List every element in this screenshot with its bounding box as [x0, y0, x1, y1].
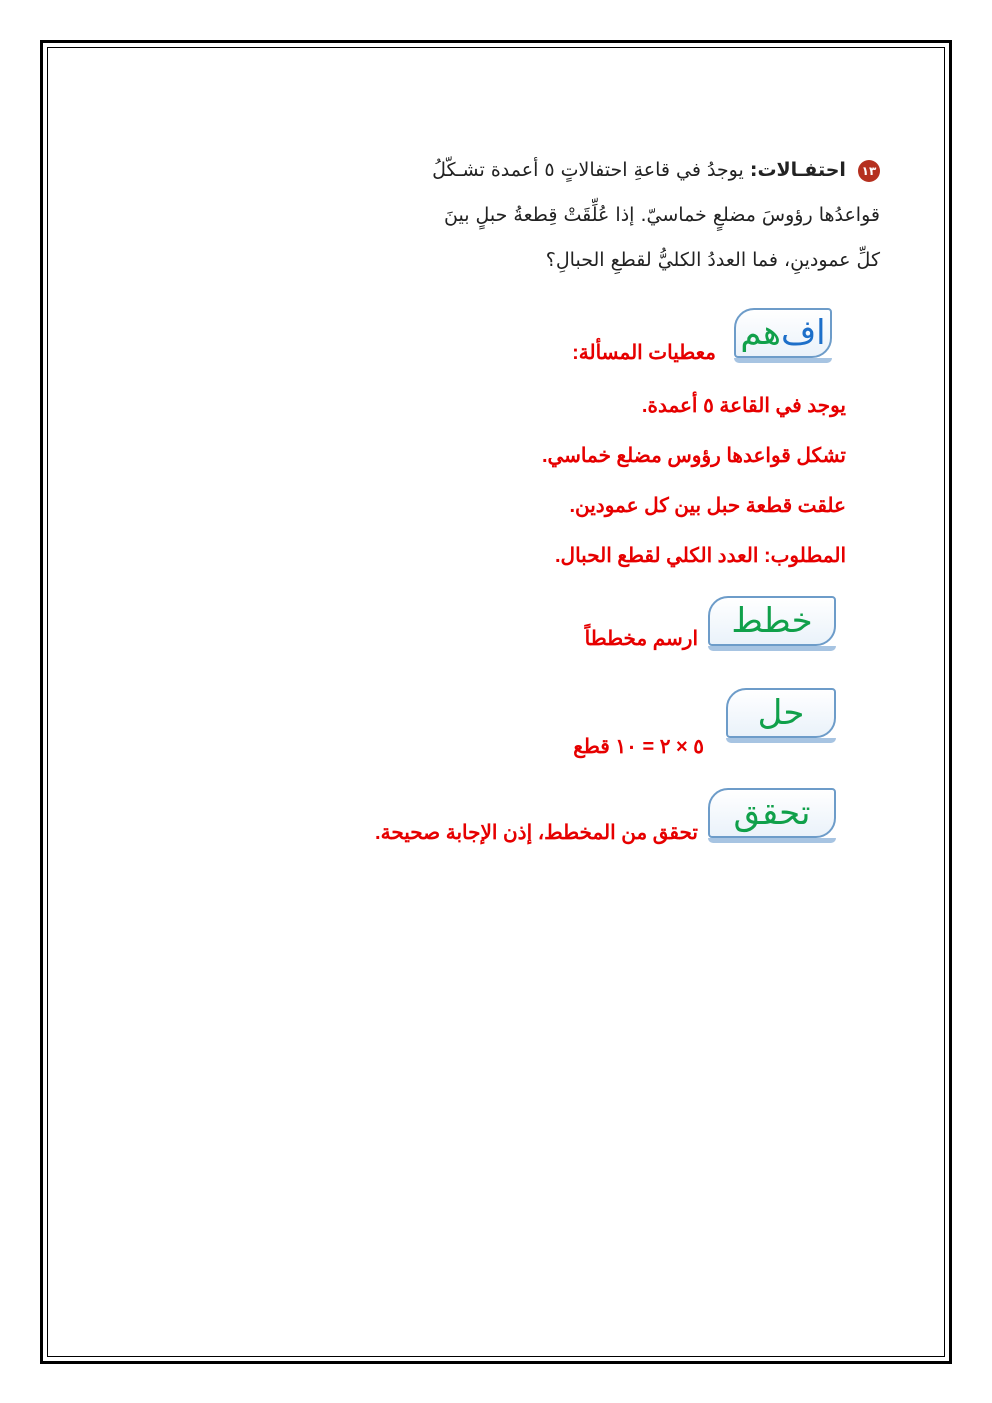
plan-text: ارسم مخططاً [584, 628, 698, 650]
plan-badge [708, 596, 836, 646]
check-text: تحقق من المخطط، إذن الإجابة صحيحة. [375, 822, 698, 844]
solve-badge [726, 688, 836, 738]
given-2: تشكل قواعدها رؤوس مضلع خماسي. [541, 445, 846, 467]
required-text: المطلوب: العدد الكلي لقطع الحبال. [554, 545, 846, 567]
problem-title: احتفـالات: [749, 159, 846, 181]
given-3: علقت قطعة حبل بين كل عمودين. [569, 495, 846, 517]
understand-badge [734, 308, 832, 358]
check-badge-text: تحقق [733, 793, 811, 833]
problem-statement [320, 148, 880, 283]
plan-badge-text: خطط [731, 601, 813, 641]
check-badge [708, 788, 836, 838]
problem-number-badge: ١٣ [858, 160, 880, 182]
problem-line-2: قواعدُها رؤوسَ مضلعٍ خماسيّ. إذا عُلِّقَتْ قِطعةُ حبلٍ بينَ [444, 204, 880, 226]
givens-heading: معطيات المسألة: [572, 342, 716, 364]
understand-badge-part-blue: اف [780, 313, 826, 353]
solve-text: ٥ × ٢ = ١٠ قطع [573, 736, 704, 758]
understand-badge-part-green: هم [740, 313, 781, 353]
problem-line-1 [320, 148, 880, 193]
problem-line-3: كلِّ عمودينِ، فما العددُ الكليُّ لقطعِ الحبالِ؟ [545, 249, 880, 271]
solve-badge-text: حل [757, 693, 805, 733]
problem-text-1: يوجدُ في قاعةِ احتفالاتٍ ٥ أعمدة تشـكّلُ [432, 159, 744, 181]
given-1: يوجد في القاعة ٥ أعمدة. [641, 395, 846, 417]
